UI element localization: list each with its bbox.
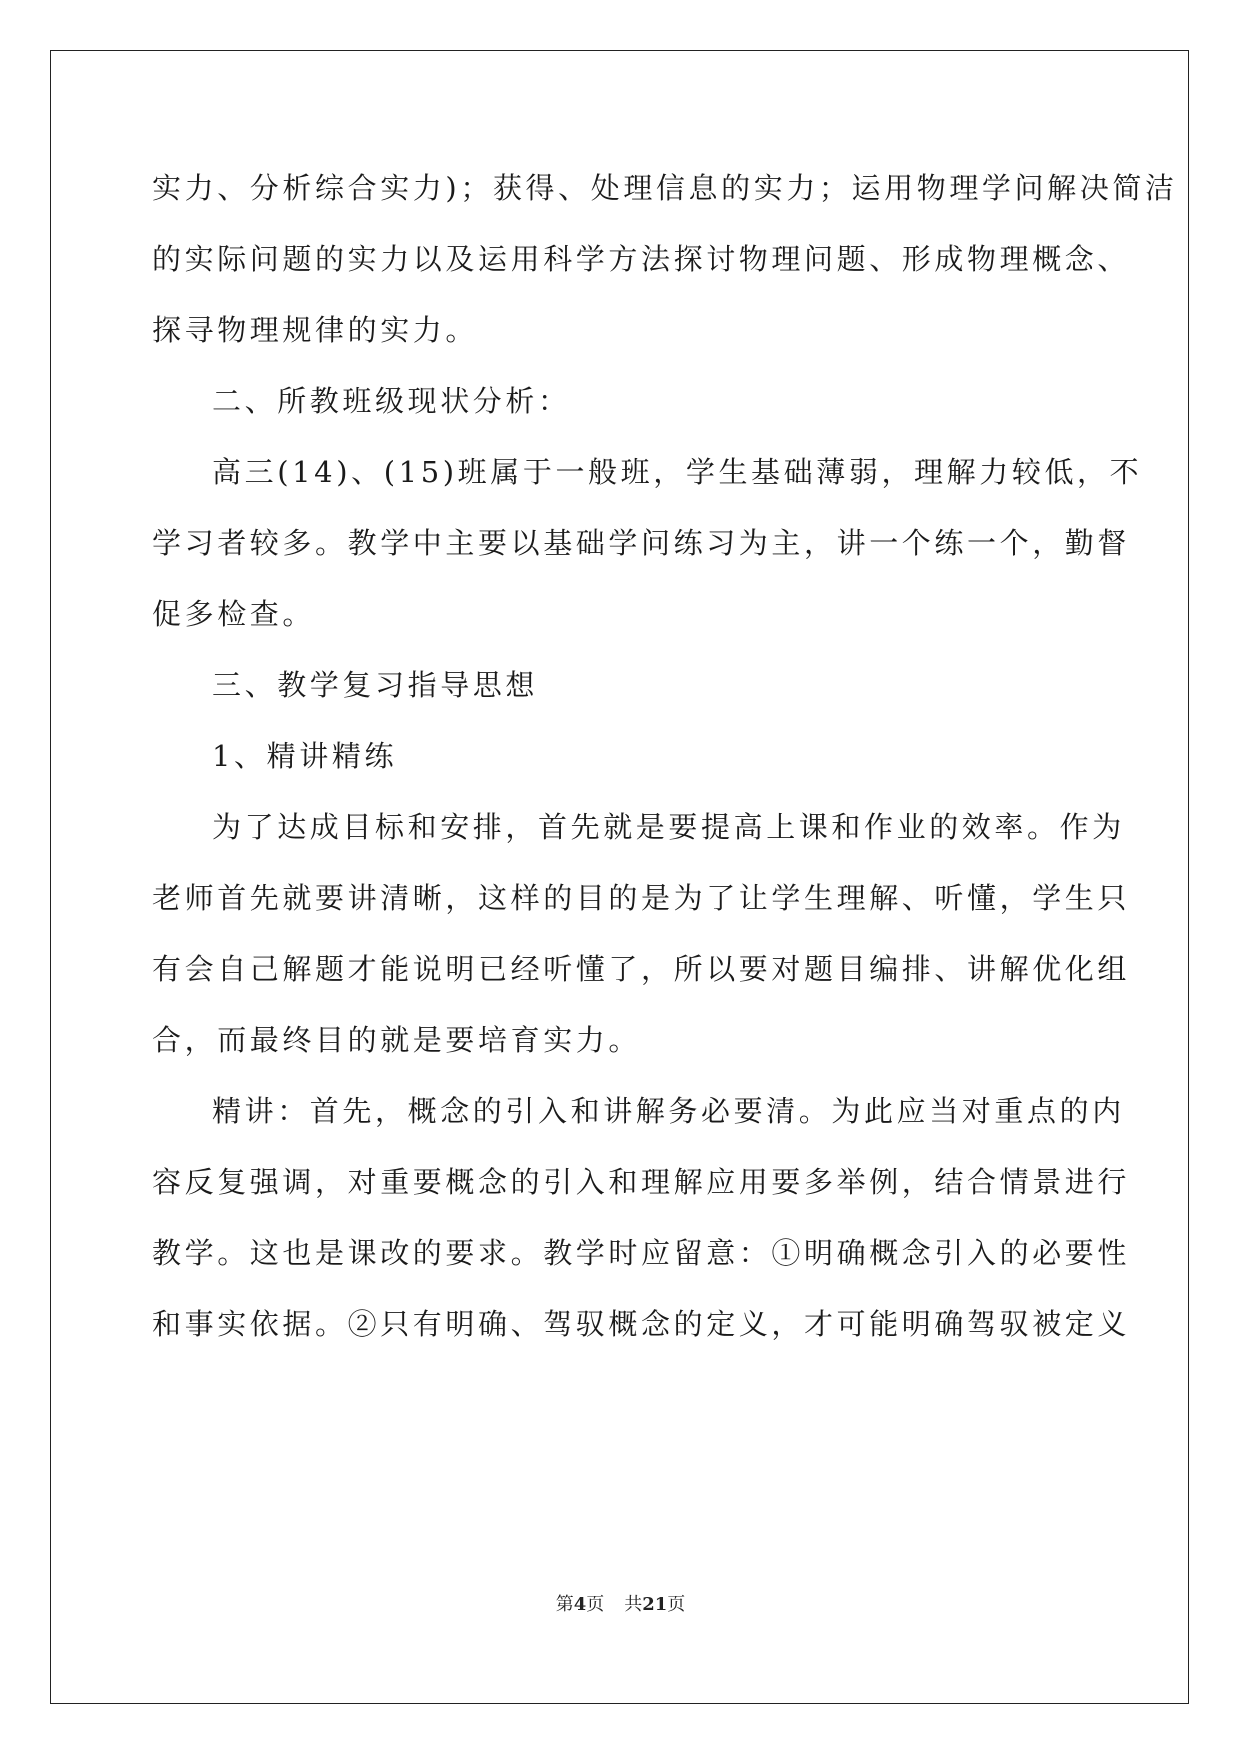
body-line: 促多检查。 [152, 597, 316, 631]
section-heading: 三、教学复习指导思想 [212, 668, 539, 702]
body-line: 容反复强调，对重要概念的引入和理解应用要多举例，结合情景进行 [152, 1165, 1131, 1199]
total-prefix: 共 [624, 1594, 643, 1615]
body-line: 有会自己解题才能说明已经听懂了，所以要对题目编排、讲解优化组 [152, 952, 1131, 986]
body-line: 实力、分析综合实力)；获得、处理信息的实力；运用物理学问解决简洁 [152, 171, 1178, 205]
body-line: 老师首先就要讲清晰，这样的目的是为了让学生理解、听懂，学生只 [152, 881, 1131, 915]
subsection-heading: 1、精讲精练 [212, 739, 398, 773]
page-suffix: 页 [586, 1594, 605, 1615]
page-prefix: 第 [555, 1594, 574, 1615]
section-heading: 二、所教班级现状分析： [212, 384, 571, 418]
total-suffix: 页 [667, 1594, 686, 1615]
page-footer [0, 1593, 1241, 1617]
page-border [50, 50, 1189, 1704]
body-line: 的实际问题的实力以及运用科学方法探讨物理问题、形成物理概念、 [152, 242, 1131, 276]
body-line: 为了达成目标和安排，首先就是要提高上课和作业的效率。作为 [212, 810, 1125, 844]
body-line: 学习者较多。教学中主要以基础学问练习为主，讲一个练一个，勤督 [152, 526, 1131, 560]
body-line: 精讲：首先，概念的引入和讲解务必要清。为此应当对重点的内 [212, 1094, 1125, 1128]
body-line: 教学。这也是课改的要求。教学时应留意：①明确概念引入的必要性 [152, 1236, 1131, 1270]
total-pages: 21 [642, 1594, 668, 1615]
body-line: 合，而最终目的就是要培育实力。 [152, 1023, 642, 1057]
body-line: 和事实依据。②只有明确、驾驭概念的定义，才可能明确驾驭被定义 [152, 1307, 1131, 1341]
page-number: 4 [573, 1594, 587, 1615]
body-line: 高三(14)、(15)班属于一般班，学生基础薄弱，理解力较低，不 [212, 455, 1143, 489]
body-line: 探寻物理规律的实力。 [152, 313, 479, 347]
